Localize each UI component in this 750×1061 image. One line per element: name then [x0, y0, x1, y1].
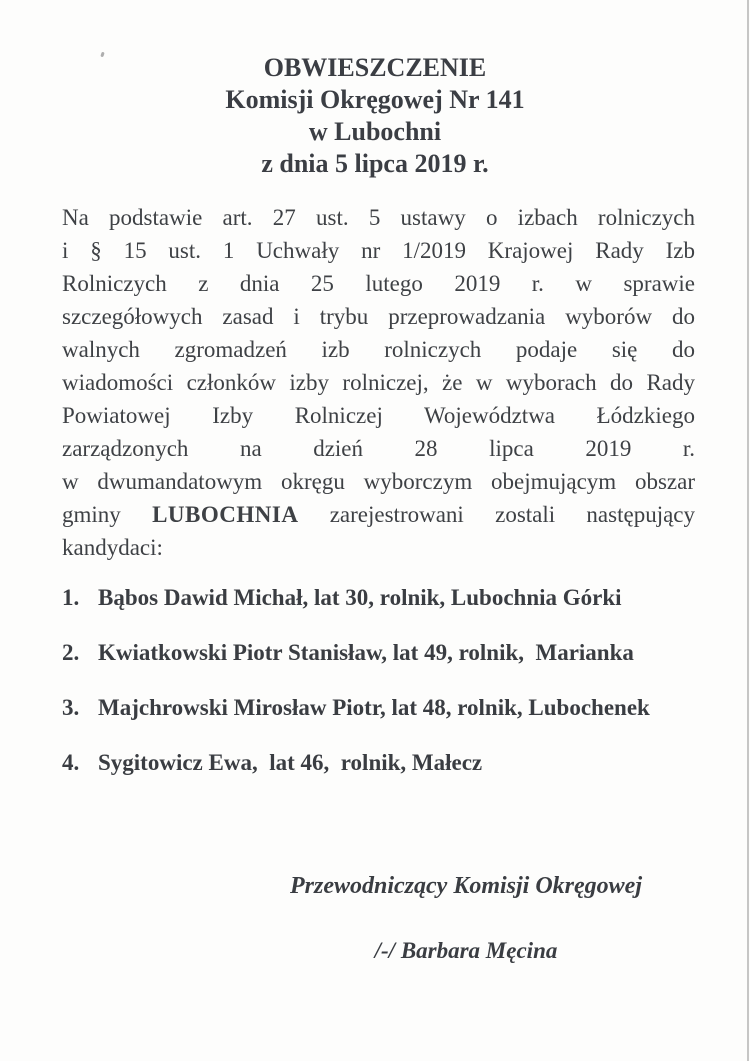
candidate-row — [62, 584, 750, 612]
paragraph-text: Powiatowej Izby Rolniczej Województwa Łódzkiego — [62, 403, 695, 428]
paragraph-line — [62, 267, 695, 300]
paragraph-line — [62, 432, 695, 465]
candidate-text: Bąbos Dawid Michał, lat 30, rolnik, Lubochnia Górki — [98, 585, 622, 610]
candidate-number: 1. — [62, 585, 80, 610]
paragraph-line — [62, 531, 695, 564]
document-header — [0, 0, 750, 180]
paragraph-line — [62, 201, 695, 234]
paragraph-text: Rolniczych z dnia 25 lutego 2019 r. w sprawie — [62, 271, 695, 296]
paragraph-text: w dwumandatowym okręgu wyborczym obejmującym obszar — [62, 469, 695, 494]
paragraph-text: walnych zgromadzeń izb rolniczych podaje się do — [62, 337, 695, 362]
paragraph-text: gminy — [62, 502, 153, 527]
candidate-text: Majchrowski Mirosław Piotr, lat 48, rolnik, Lubochenek — [98, 695, 650, 720]
paragraph-line — [62, 234, 695, 267]
candidate-row — [62, 639, 750, 667]
paragraph-line — [62, 498, 695, 531]
candidate-number: 3. — [62, 695, 80, 720]
doc-subtitle-date: z dnia 5 lipca 2019 r. — [261, 149, 489, 178]
candidate-row — [62, 749, 750, 777]
candidate-row — [62, 694, 750, 722]
paragraph-line — [62, 465, 695, 498]
candidate-list — [62, 584, 750, 777]
announcement-paragraph — [62, 201, 695, 564]
paragraph-text: wiadomości członków izby rolniczej, że w wyborach do Rady — [62, 370, 695, 395]
paragraph-line — [62, 333, 695, 366]
paragraph-line — [62, 300, 695, 333]
scan-edge-line — [747, 0, 749, 1061]
candidate-text: Kwiatkowski Piotr Stanisław, lat 49, rolnik, Marianka — [98, 640, 634, 665]
signature-name: /-/ Barbara Męcina — [374, 938, 558, 963]
paragraph-text: kandydaci: — [62, 535, 163, 560]
doc-subtitle-commission: Komisji Okręgowej Nr 141 — [225, 85, 525, 114]
doc-title: OBWIESZCZENIE — [263, 53, 487, 82]
paragraph-line — [62, 399, 695, 432]
paragraph-line — [62, 366, 695, 399]
paragraph-text: szczegółowych zasad i trybu przeprowadzania wyborów do — [62, 304, 695, 329]
paragraph-text: Na podstawie art. 27 ust. 5 ustawy o izbach rolniczych — [62, 205, 695, 230]
candidate-text: Sygitowicz Ewa, lat 46, rolnik, Małecz — [98, 750, 483, 775]
candidate-number: 2. — [62, 640, 80, 665]
signature-role: Przewodniczący Komisji Okręgowej — [290, 873, 642, 899]
emphasized-gmina-name: LUBOCHNIA — [152, 502, 299, 527]
paragraph-text: zarejestrowani zostali następujący — [298, 502, 695, 527]
candidate-number: 4. — [62, 750, 80, 775]
signature-block — [280, 872, 652, 965]
paragraph-text: zarządzonych na dzień 28 lipca 2019 r. — [62, 436, 695, 461]
doc-subtitle-place: w Lubochni — [308, 117, 442, 146]
paragraph-text: i § 15 ust. 1 Uchwały nr 1/2019 Krajowej Rady Izb — [62, 238, 695, 263]
